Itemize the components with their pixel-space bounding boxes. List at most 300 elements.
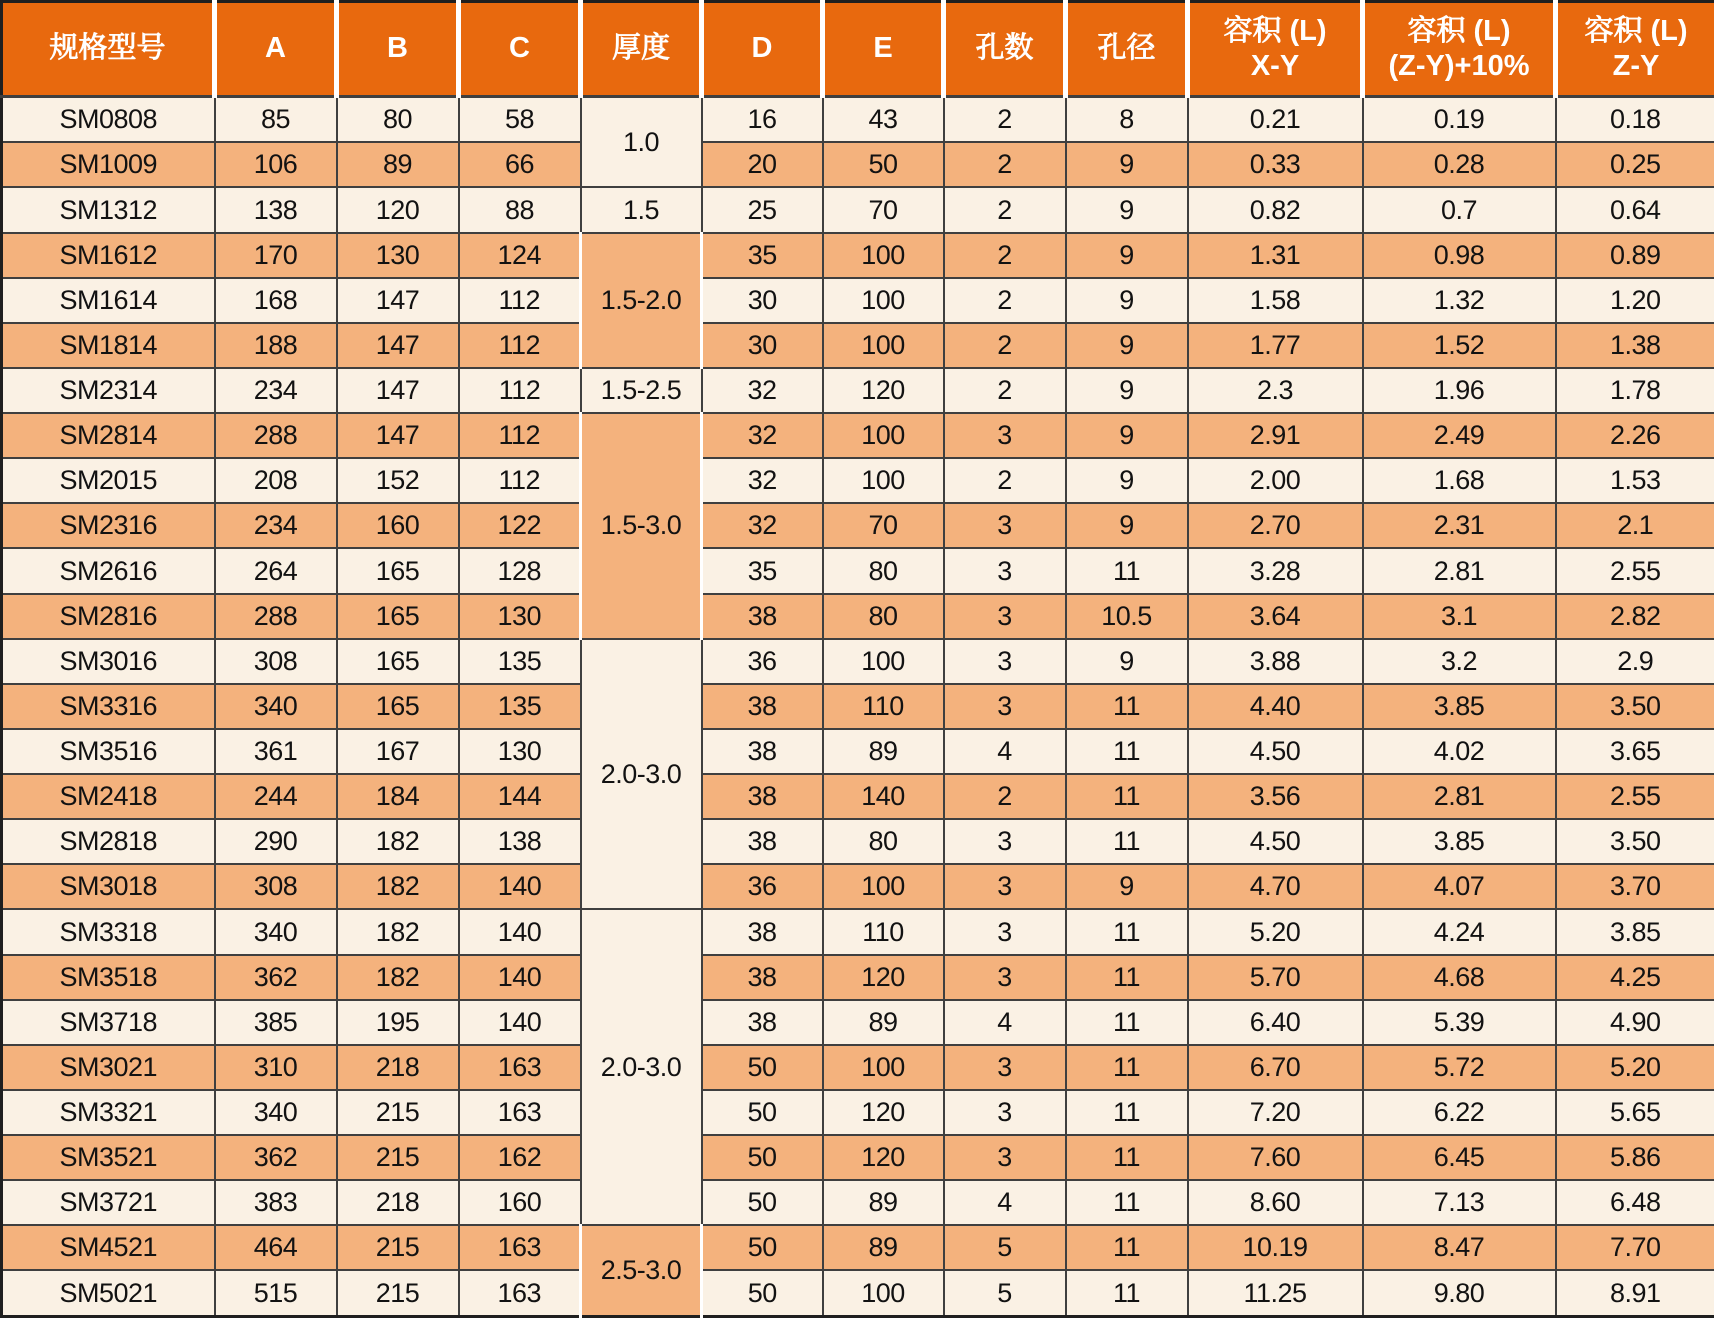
- cell-hole_dia: 11: [1066, 1135, 1188, 1180]
- cell-hole_dia: 9: [1066, 458, 1188, 503]
- cell-model: SM1312: [2, 187, 215, 232]
- table-row: [2, 413, 1714, 458]
- col-header-label: B: [387, 32, 408, 65]
- col-header-subline: (Z-Y)+10%: [1388, 50, 1530, 82]
- cell-vol_zy10: 1.32: [1363, 278, 1556, 323]
- cell-vol_zy10: 2.81: [1363, 548, 1556, 593]
- cell-b: 165: [337, 639, 459, 684]
- table-row: [2, 774, 1714, 819]
- cell-b: 218: [337, 1045, 459, 1090]
- cell-e: 80: [823, 594, 944, 639]
- cell-hole_dia: 11: [1066, 1000, 1188, 1045]
- cell-vol_zy: 4.90: [1556, 1000, 1714, 1045]
- cell-vol_zy: 0.89: [1556, 233, 1714, 278]
- cell-c: 140: [459, 864, 581, 909]
- cell-vol_zy10: 8.47: [1363, 1225, 1556, 1270]
- cell-vol_xy: 0.21: [1188, 97, 1363, 143]
- cell-e: 120: [823, 368, 944, 413]
- cell-model: SM3721: [2, 1180, 215, 1225]
- cell-hole_dia: 9: [1066, 864, 1188, 909]
- table-header: [2, 2, 1714, 97]
- cell-d: 35: [702, 548, 823, 593]
- cell-vol_xy: 1.31: [1188, 233, 1363, 278]
- col-header-label: 孔数: [975, 32, 1034, 65]
- cell-b: 147: [337, 413, 459, 458]
- cell-hole_dia: 9: [1066, 413, 1188, 458]
- cell-model: SM3518: [2, 955, 215, 1000]
- cell-a: 362: [215, 955, 337, 1000]
- cell-d: 50: [702, 1270, 823, 1316]
- cell-e: 89: [823, 1180, 944, 1225]
- table-row: [2, 1090, 1714, 1135]
- col-header-model: [2, 2, 215, 97]
- cell-vol_xy: 10.19: [1188, 1225, 1363, 1270]
- table-row: [2, 233, 1714, 278]
- table-row: [2, 142, 1714, 187]
- cell-holes: 3: [944, 1045, 1066, 1090]
- cell-b: 215: [337, 1225, 459, 1270]
- cell-a: 383: [215, 1180, 337, 1225]
- cell-b: 215: [337, 1270, 459, 1316]
- cell-vol_zy: 1.20: [1556, 278, 1714, 323]
- cell-vol_zy: 2.1: [1556, 503, 1714, 548]
- cell-vol_zy10: 4.68: [1363, 955, 1556, 1000]
- cell-a: 361: [215, 729, 337, 774]
- cell-model: SM3016: [2, 639, 215, 684]
- cell-c: 140: [459, 909, 581, 954]
- table-row: [2, 368, 1714, 413]
- cell-b: 147: [337, 278, 459, 323]
- cell-a: 170: [215, 233, 337, 278]
- col-header-label: E: [873, 32, 893, 65]
- cell-a: 85: [215, 97, 337, 143]
- cell-a: 188: [215, 323, 337, 368]
- cell-model: SM3021: [2, 1045, 215, 1090]
- cell-model: SM2015: [2, 458, 215, 503]
- cell-hole_dia: 11: [1066, 1090, 1188, 1135]
- cell-c: 144: [459, 774, 581, 819]
- cell-b: 184: [337, 774, 459, 819]
- cell-model: SM2314: [2, 368, 215, 413]
- table-row: [2, 1270, 1714, 1316]
- cell-d: 38: [702, 909, 823, 954]
- cell-vol_xy: 4.50: [1188, 729, 1363, 774]
- cell-vol_zy: 2.55: [1556, 774, 1714, 819]
- cell-d: 32: [702, 413, 823, 458]
- cell-a: 234: [215, 503, 337, 548]
- cell-vol_xy: 1.58: [1188, 278, 1363, 323]
- cell-hole_dia: 11: [1066, 1045, 1188, 1090]
- cell-vol_zy: 0.64: [1556, 187, 1714, 232]
- table-row: [2, 955, 1714, 1000]
- cell-vol_zy10: 3.85: [1363, 819, 1556, 864]
- cell-e: 100: [823, 413, 944, 458]
- cell-a: 106: [215, 142, 337, 187]
- cell-vol_zy10: 4.02: [1363, 729, 1556, 774]
- col-header-label: 容积 (L): [1584, 14, 1688, 47]
- table-row: [2, 278, 1714, 323]
- cell-e: 70: [823, 503, 944, 548]
- cell-model: SM2316: [2, 503, 215, 548]
- col-header-label: 容积 (L): [1223, 14, 1327, 47]
- cell-e: 110: [823, 684, 944, 729]
- cell-e: 89: [823, 1225, 944, 1270]
- cell-e: 120: [823, 1135, 944, 1180]
- cell-hole_dia: 11: [1066, 819, 1188, 864]
- cell-vol_zy10: 0.98: [1363, 233, 1556, 278]
- cell-vol_zy10: 1.52: [1363, 323, 1556, 368]
- cell-vol_xy: 4.50: [1188, 819, 1363, 864]
- cell-e: 100: [823, 1270, 944, 1316]
- cell-e: 100: [823, 278, 944, 323]
- cell-vol_zy: 3.50: [1556, 684, 1714, 729]
- cell-vol_zy10: 0.19: [1363, 97, 1556, 143]
- cell-vol_zy: 5.65: [1556, 1090, 1714, 1135]
- cell-a: 340: [215, 1090, 337, 1135]
- cell-vol_xy: 2.3: [1188, 368, 1363, 413]
- table-row: [2, 684, 1714, 729]
- cell-e: 89: [823, 729, 944, 774]
- cell-c: 163: [459, 1270, 581, 1316]
- cell-holes: 2: [944, 278, 1066, 323]
- cell-d: 38: [702, 955, 823, 1000]
- cell-vol_zy10: 3.2: [1363, 639, 1556, 684]
- cell-d: 25: [702, 187, 823, 232]
- cell-b: 147: [337, 368, 459, 413]
- cell-c: 138: [459, 819, 581, 864]
- cell-b: 182: [337, 909, 459, 954]
- cell-a: 138: [215, 187, 337, 232]
- cell-b: 165: [337, 684, 459, 729]
- col-header-vol_xy: [1188, 2, 1363, 97]
- cell-vol_xy: 7.60: [1188, 1135, 1363, 1180]
- cell-model: SM3521: [2, 1135, 215, 1180]
- cell-thickness: 1.5-2.5: [581, 368, 702, 413]
- cell-c: 58: [459, 97, 581, 143]
- cell-hole_dia: 11: [1066, 1180, 1188, 1225]
- col-header-c: [459, 2, 581, 97]
- col-header-hole_dia: [1066, 2, 1188, 97]
- cell-vol_xy: 4.70: [1188, 864, 1363, 909]
- table-row: [2, 458, 1714, 503]
- cell-holes: 4: [944, 1000, 1066, 1045]
- cell-e: 110: [823, 909, 944, 954]
- cell-vol_xy: 3.28: [1188, 548, 1363, 593]
- cell-a: 290: [215, 819, 337, 864]
- cell-d: 38: [702, 774, 823, 819]
- cell-holes: 4: [944, 1180, 1066, 1225]
- cell-vol_zy: 3.50: [1556, 819, 1714, 864]
- cell-hole_dia: 11: [1066, 729, 1188, 774]
- cell-b: 182: [337, 955, 459, 1000]
- cell-holes: 3: [944, 819, 1066, 864]
- cell-a: 288: [215, 594, 337, 639]
- cell-c: 112: [459, 368, 581, 413]
- cell-hole_dia: 10.5: [1066, 594, 1188, 639]
- cell-e: 100: [823, 458, 944, 503]
- cell-model: SM3321: [2, 1090, 215, 1135]
- cell-holes: 3: [944, 548, 1066, 593]
- cell-hole_dia: 9: [1066, 187, 1188, 232]
- table-row: [2, 1000, 1714, 1045]
- cell-c: 112: [459, 278, 581, 323]
- cell-d: 16: [702, 97, 823, 143]
- col-header-subline: Z-Y: [1612, 50, 1660, 82]
- cell-holes: 3: [944, 639, 1066, 684]
- cell-c: 140: [459, 955, 581, 1000]
- cell-vol_xy: 4.40: [1188, 684, 1363, 729]
- cell-c: 135: [459, 684, 581, 729]
- cell-hole_dia: 9: [1066, 503, 1188, 548]
- cell-e: 80: [823, 548, 944, 593]
- cell-holes: 2: [944, 142, 1066, 187]
- cell-vol_zy10: 5.39: [1363, 1000, 1556, 1045]
- col-header-vol_zy: [1556, 2, 1714, 97]
- cell-c: 66: [459, 142, 581, 187]
- cell-d: 30: [702, 278, 823, 323]
- cell-hole_dia: 9: [1066, 323, 1188, 368]
- cell-model: SM2814: [2, 413, 215, 458]
- cell-b: 195: [337, 1000, 459, 1045]
- cell-vol_zy10: 7.13: [1363, 1180, 1556, 1225]
- cell-model: SM5021: [2, 1270, 215, 1316]
- cell-holes: 2: [944, 323, 1066, 368]
- cell-vol_zy: 2.55: [1556, 548, 1714, 593]
- cell-d: 36: [702, 639, 823, 684]
- cell-b: 165: [337, 548, 459, 593]
- table-row: [2, 1135, 1714, 1180]
- cell-vol_xy: 0.82: [1188, 187, 1363, 232]
- cell-c: 88: [459, 187, 581, 232]
- cell-c: 140: [459, 1000, 581, 1045]
- cell-e: 43: [823, 97, 944, 143]
- cell-model: SM3718: [2, 1000, 215, 1045]
- cell-a: 168: [215, 278, 337, 323]
- cell-vol_xy: 3.88: [1188, 639, 1363, 684]
- cell-d: 38: [702, 594, 823, 639]
- cell-d: 20: [702, 142, 823, 187]
- table-row: [2, 594, 1714, 639]
- cell-vol_zy10: 1.96: [1363, 368, 1556, 413]
- table-row: [2, 1225, 1714, 1270]
- cell-e: 50: [823, 142, 944, 187]
- header-row: [2, 2, 1714, 97]
- cell-vol_xy: 2.70: [1188, 503, 1363, 548]
- cell-model: SM3018: [2, 864, 215, 909]
- cell-b: 182: [337, 819, 459, 864]
- cell-vol_zy: 0.18: [1556, 97, 1714, 143]
- cell-d: 35: [702, 233, 823, 278]
- cell-vol_zy: 5.86: [1556, 1135, 1714, 1180]
- cell-model: SM1612: [2, 233, 215, 278]
- cell-vol_zy10: 3.1: [1363, 594, 1556, 639]
- cell-holes: 3: [944, 955, 1066, 1000]
- cell-hole_dia: 11: [1066, 548, 1188, 593]
- cell-model: SM4521: [2, 1225, 215, 1270]
- col-header-label: 孔径: [1097, 32, 1156, 65]
- col-header-subline: X-Y: [1250, 50, 1300, 82]
- col-header-label: A: [265, 32, 286, 65]
- cell-vol_zy10: 4.07: [1363, 864, 1556, 909]
- cell-d: 38: [702, 1000, 823, 1045]
- cell-vol_zy: 2.26: [1556, 413, 1714, 458]
- cell-b: 218: [337, 1180, 459, 1225]
- cell-c: 112: [459, 413, 581, 458]
- cell-vol_xy: 2.00: [1188, 458, 1363, 503]
- cell-vol_zy10: 1.68: [1363, 458, 1556, 503]
- cell-vol_zy10: 6.22: [1363, 1090, 1556, 1135]
- cell-e: 120: [823, 955, 944, 1000]
- cell-vol_zy: 4.25: [1556, 955, 1714, 1000]
- cell-b: 215: [337, 1090, 459, 1135]
- cell-vol_xy: 8.60: [1188, 1180, 1363, 1225]
- cell-vol_zy10: 2.49: [1363, 413, 1556, 458]
- cell-vol_zy: 7.70: [1556, 1225, 1714, 1270]
- cell-a: 310: [215, 1045, 337, 1090]
- cell-a: 385: [215, 1000, 337, 1045]
- cell-d: 38: [702, 819, 823, 864]
- cell-e: 100: [823, 233, 944, 278]
- cell-b: 160: [337, 503, 459, 548]
- col-header-thickness: [581, 2, 702, 97]
- cell-vol_zy: 3.70: [1556, 864, 1714, 909]
- cell-holes: 2: [944, 233, 1066, 278]
- cell-vol_xy: 11.25: [1188, 1270, 1363, 1316]
- col-header-b: [337, 2, 459, 97]
- cell-d: 50: [702, 1090, 823, 1135]
- cell-a: 244: [215, 774, 337, 819]
- cell-b: 182: [337, 864, 459, 909]
- cell-holes: 3: [944, 503, 1066, 548]
- cell-hole_dia: 11: [1066, 909, 1188, 954]
- cell-vol_zy: 2.9: [1556, 639, 1714, 684]
- cell-holes: 4: [944, 729, 1066, 774]
- cell-a: 208: [215, 458, 337, 503]
- cell-vol_zy: 3.85: [1556, 909, 1714, 954]
- cell-a: 234: [215, 368, 337, 413]
- cell-a: 264: [215, 548, 337, 593]
- cell-vol_zy10: 3.85: [1363, 684, 1556, 729]
- cell-e: 140: [823, 774, 944, 819]
- cell-vol_xy: 1.77: [1188, 323, 1363, 368]
- cell-e: 120: [823, 1090, 944, 1135]
- cell-vol_zy10: 0.7: [1363, 187, 1556, 232]
- table-row: [2, 323, 1714, 368]
- cell-hole_dia: 11: [1066, 684, 1188, 729]
- table-row: [2, 909, 1714, 954]
- cell-b: 120: [337, 187, 459, 232]
- cell-e: 89: [823, 1000, 944, 1045]
- cell-e: 80: [823, 819, 944, 864]
- cell-holes: 5: [944, 1270, 1066, 1316]
- cell-hole_dia: 9: [1066, 639, 1188, 684]
- cell-e: 100: [823, 864, 944, 909]
- table-row: [2, 503, 1714, 548]
- cell-hole_dia: 8: [1066, 97, 1188, 143]
- col-header-label: C: [509, 32, 530, 65]
- col-header-label: D: [751, 32, 773, 65]
- cell-vol_zy: 5.20: [1556, 1045, 1714, 1090]
- cell-model: SM3516: [2, 729, 215, 774]
- cell-e: 100: [823, 639, 944, 684]
- cell-a: 288: [215, 413, 337, 458]
- cell-thickness: 2.0-3.0: [581, 909, 702, 1225]
- cell-b: 80: [337, 97, 459, 143]
- cell-c: 112: [459, 323, 581, 368]
- cell-vol_zy10: 2.81: [1363, 774, 1556, 819]
- cell-vol_zy10: 0.28: [1363, 142, 1556, 187]
- cell-holes: 3: [944, 864, 1066, 909]
- cell-vol_xy: 3.64: [1188, 594, 1363, 639]
- cell-vol_xy: 6.40: [1188, 1000, 1363, 1045]
- cell-vol_zy10: 6.45: [1363, 1135, 1556, 1180]
- cell-b: 167: [337, 729, 459, 774]
- cell-vol_zy: 1.78: [1556, 368, 1714, 413]
- cell-b: 89: [337, 142, 459, 187]
- cell-thickness: 1.5: [581, 187, 702, 232]
- cell-holes: 3: [944, 413, 1066, 458]
- cell-d: 30: [702, 323, 823, 368]
- cell-e: 100: [823, 1045, 944, 1090]
- cell-vol_xy: 5.20: [1188, 909, 1363, 954]
- cell-c: 163: [459, 1045, 581, 1090]
- cell-a: 515: [215, 1270, 337, 1316]
- cell-hole_dia: 9: [1066, 278, 1188, 323]
- cell-c: 124: [459, 233, 581, 278]
- cell-vol_zy10: 4.24: [1363, 909, 1556, 954]
- cell-b: 147: [337, 323, 459, 368]
- cell-vol_xy: 2.91: [1188, 413, 1363, 458]
- cell-e: 100: [823, 323, 944, 368]
- cell-vol_zy: 1.53: [1556, 458, 1714, 503]
- cell-model: SM1614: [2, 278, 215, 323]
- cell-hole_dia: 9: [1066, 368, 1188, 413]
- table-row: [2, 729, 1714, 774]
- cell-vol_zy: 1.38: [1556, 323, 1714, 368]
- cell-e: 70: [823, 187, 944, 232]
- col-header-a: [215, 2, 337, 97]
- cell-holes: 3: [944, 1135, 1066, 1180]
- cell-model: SM3316: [2, 684, 215, 729]
- cell-thickness: 1.5-3.0: [581, 413, 702, 639]
- cell-model: SM2816: [2, 594, 215, 639]
- cell-vol_xy: 3.56: [1188, 774, 1363, 819]
- cell-d: 50: [702, 1225, 823, 1270]
- cell-a: 340: [215, 909, 337, 954]
- cell-c: 160: [459, 1180, 581, 1225]
- cell-vol_zy10: 9.80: [1363, 1270, 1556, 1316]
- cell-vol_zy10: 5.72: [1363, 1045, 1556, 1090]
- cell-holes: 3: [944, 1090, 1066, 1135]
- cell-b: 215: [337, 1135, 459, 1180]
- cell-c: 122: [459, 503, 581, 548]
- table-row: [2, 1045, 1714, 1090]
- cell-d: 32: [702, 458, 823, 503]
- cell-holes: 3: [944, 909, 1066, 954]
- cell-vol_xy: 6.70: [1188, 1045, 1363, 1090]
- cell-a: 340: [215, 684, 337, 729]
- cell-model: SM1009: [2, 142, 215, 187]
- cell-c: 135: [459, 639, 581, 684]
- cell-a: 308: [215, 864, 337, 909]
- cell-holes: 2: [944, 97, 1066, 143]
- cell-d: 32: [702, 368, 823, 413]
- cell-model: SM0808: [2, 97, 215, 143]
- cell-model: SM2418: [2, 774, 215, 819]
- cell-d: 50: [702, 1180, 823, 1225]
- cell-vol_zy: 2.82: [1556, 594, 1714, 639]
- cell-hole_dia: 11: [1066, 955, 1188, 1000]
